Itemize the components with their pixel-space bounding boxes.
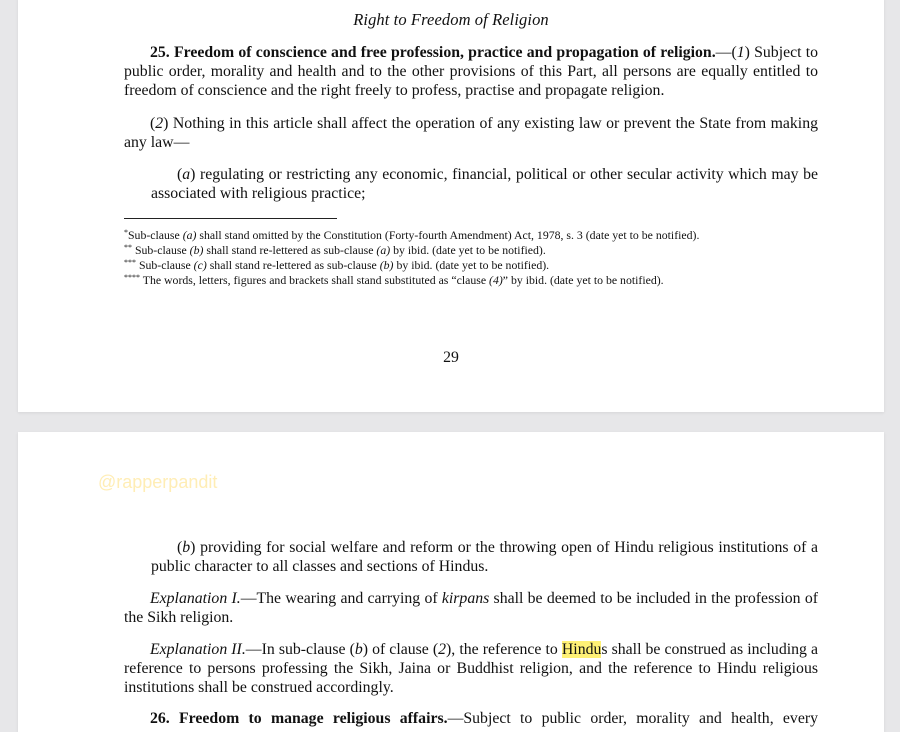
document-page-30 [18, 432, 884, 732]
sub-clause-a: (a) regulating or restricting any economic, financial, political or other secular activity which may be associated with religious practice; [151, 166, 818, 202]
highlighted-word: Hindu [561, 641, 602, 658]
sub-clause-b: (b) providing for social welfare and reform or the throwing open of Hindu religious institutions of a public character to all classes and sections of Hindus. [151, 539, 818, 575]
footnote-3: *** Sub-clause (c) shall stand re-lettered as sub-clause (b) by ibid. (date yet to be notified). [124, 258, 550, 272]
article-25-clause-1: 25. Freedom of conscience and free profession, practice and propagation of religion.—(1) Subject to public order, morality and health and to the other provisions of this Part, all persons are equally entitled to freedom of conscience and the right freely to profess, practise and propagate religion. [124, 44, 818, 99]
document-page-29 [18, 0, 884, 412]
page-number: 29 [443, 349, 459, 366]
footnote-1: *Sub-clause (a) shall stand omitted by the Constitution (Forty-fourth Amendment) Act, 1978, s. 3 (date yet to be notified). [124, 228, 700, 242]
footnote-2: ** Sub-clause (b) shall stand re-lettered as sub-clause (a) by ibid. (date yet to be notified). [124, 243, 546, 257]
article-25-clause-2: (2) Nothing in this article shall affect the operation of any existing law or prevent the State from making any law— [124, 115, 818, 151]
running-head: Right to Freedom of Religion [353, 10, 549, 29]
article-26-heading: 26. Freedom to manage religious affairs. [150, 710, 448, 727]
footnote-4: **** The words, letters, figures and brackets shall stand substituted as “clause (4)” by ibid. (date yet to be notified). [124, 273, 664, 287]
article-26-heading-line: 26. Freedom to manage religious affairs.—Subject to public order, morality and health, every [150, 710, 818, 727]
article-25-heading: 25. Freedom of conscience and free profession, practice and propagation of religion. [150, 44, 716, 61]
explanation-2: Explanation II.—In sub-clause (b) of clause (2), the reference to Hindus shall be construed as including a reference to persons professing the Sikh, Jaina or Buddhist religion, and the reference to Hindu religious institutions shall be construed accordingly. [124, 641, 819, 696]
watermark-handle: @rapperpandit [98, 472, 218, 492]
footnote-divider [124, 218, 337, 219]
explanation-1: Explanation I.—The wearing and carrying of kirpans shall be deemed to be included in the profession of the Sikh religion. [124, 590, 818, 626]
